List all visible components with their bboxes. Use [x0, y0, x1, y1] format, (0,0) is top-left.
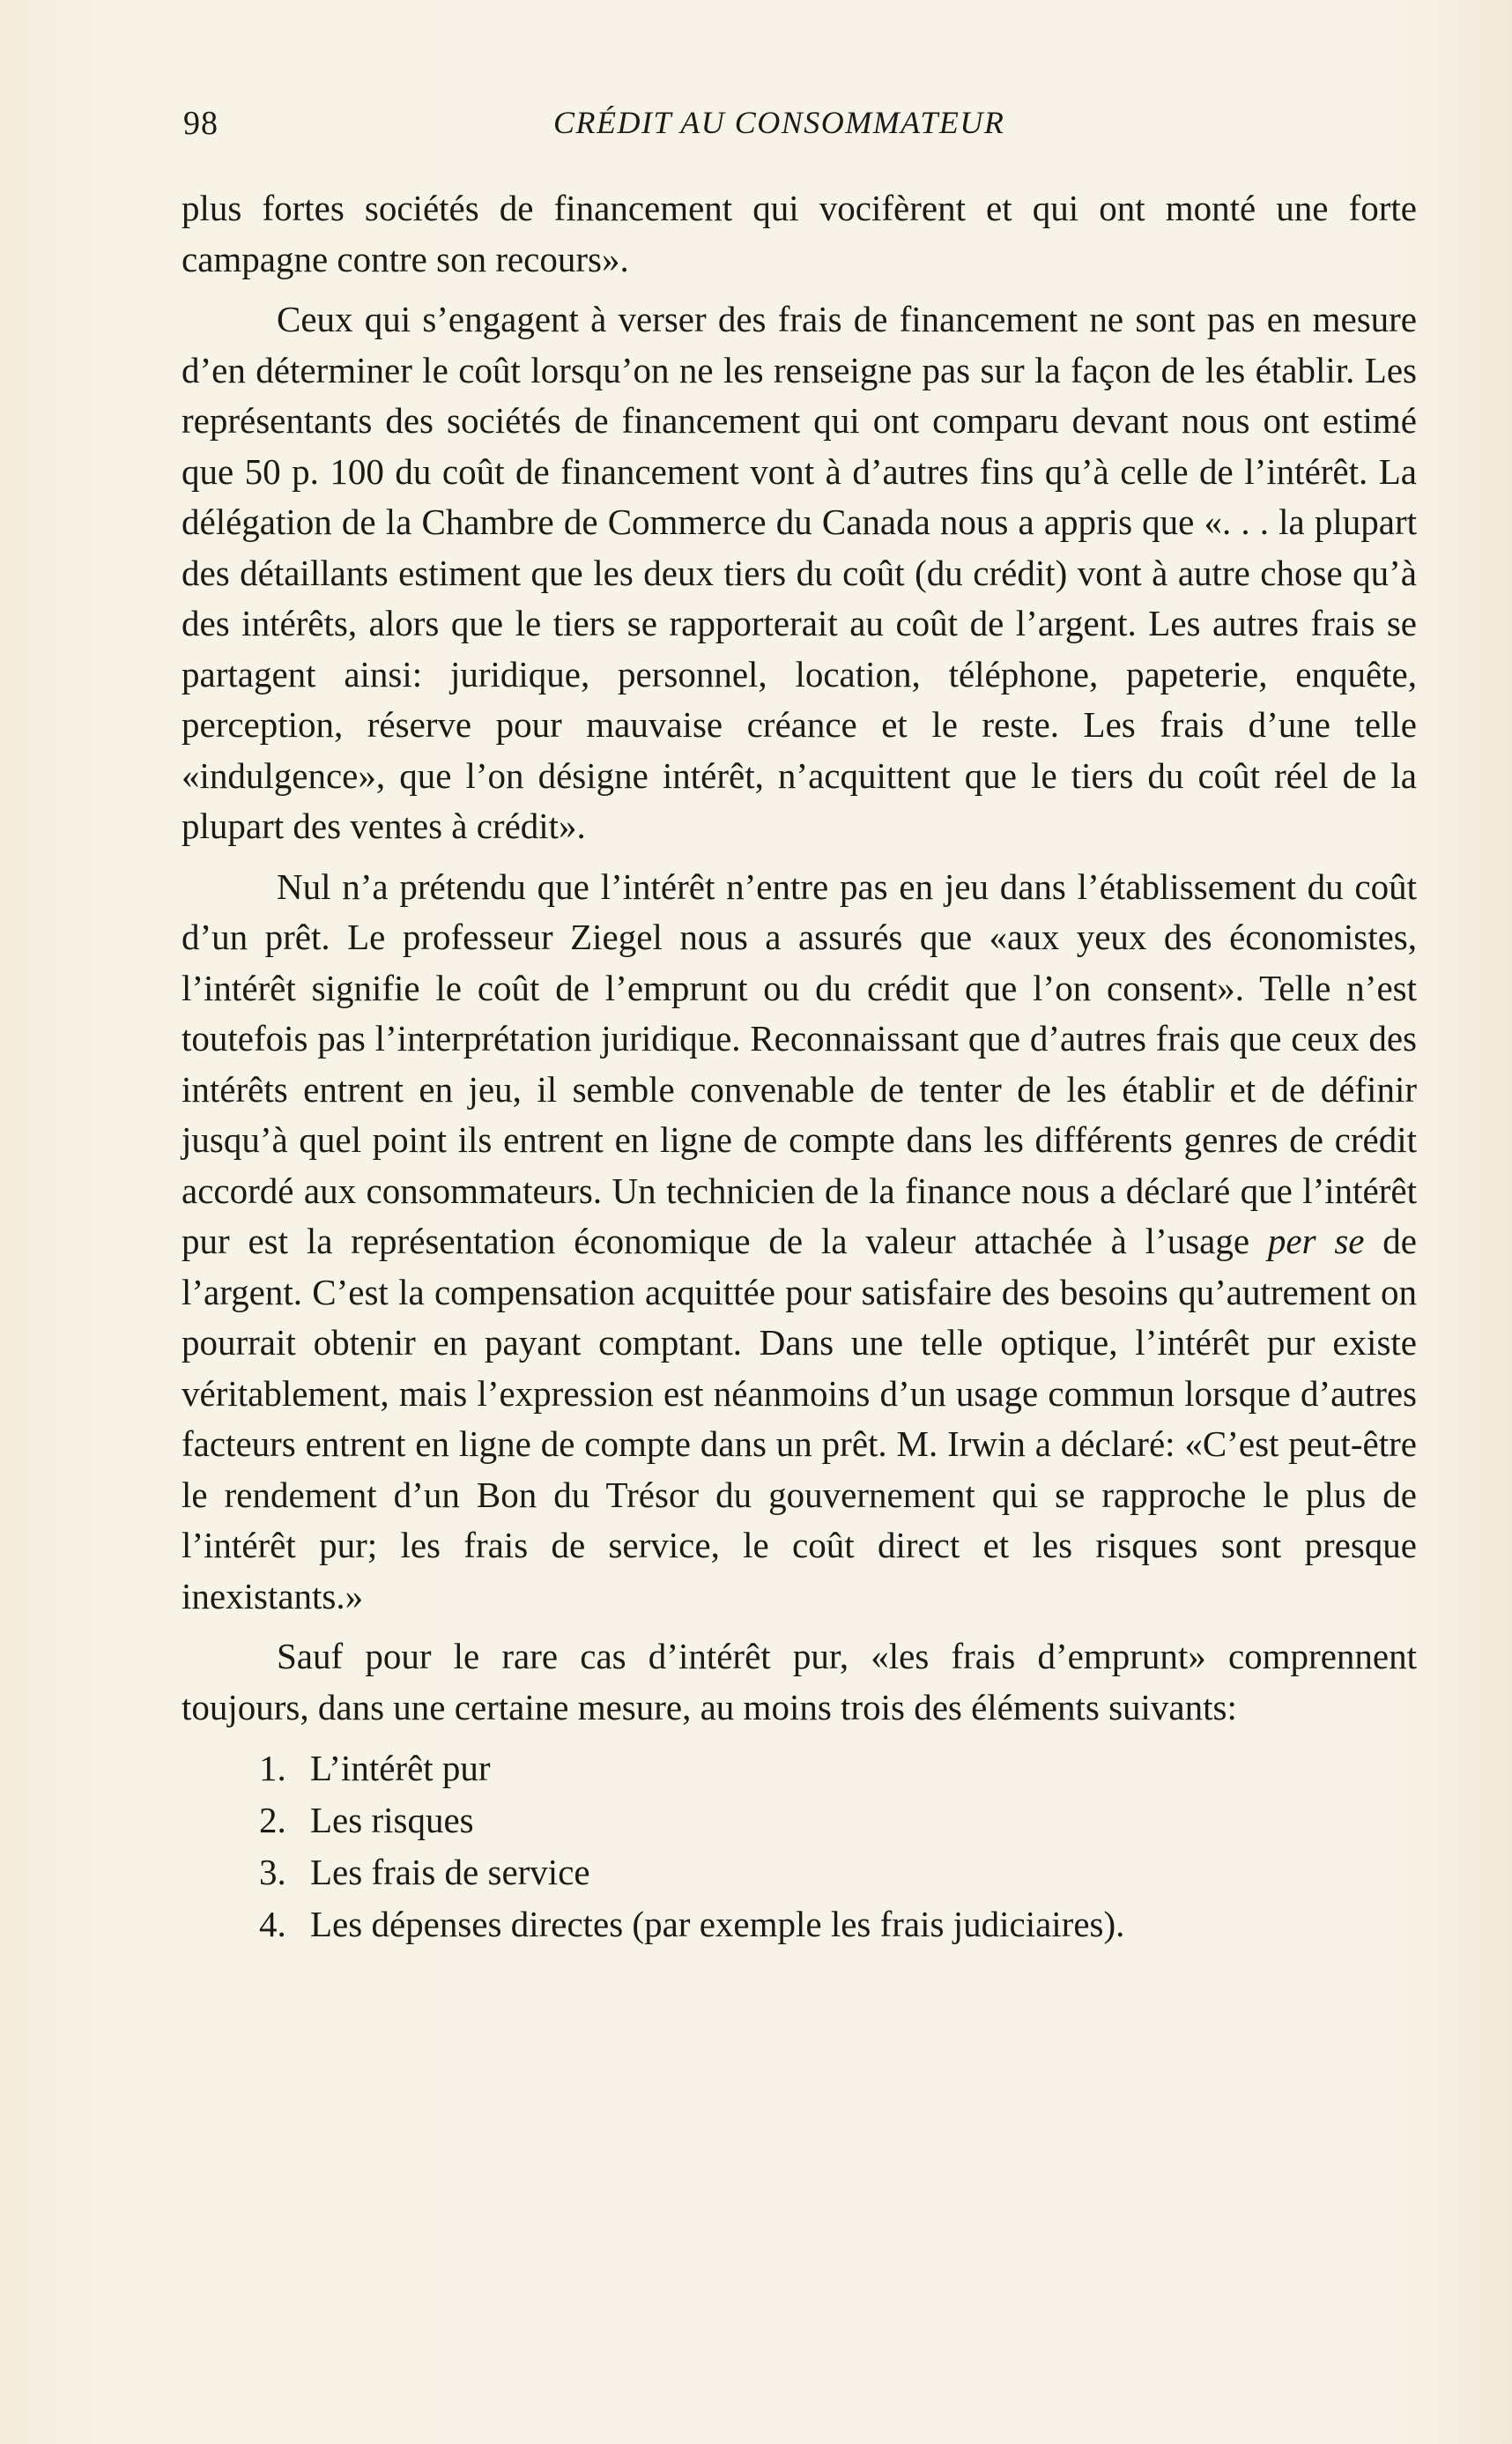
paragraph-continuation: plus fortes sociétés de financement qui vocifèrent et qui ont monté une forte campagne contre son recours». [182, 188, 1417, 279]
list-item-number: 2. [259, 1800, 286, 1840]
running-head: CRÉDIT AU CONSOMMATEUR [553, 105, 1005, 140]
list-item-number: 3. [259, 1852, 286, 1892]
list-item [182, 1898, 1417, 1950]
body-text [182, 183, 1417, 1950]
paragraph-pure-interest-part1: Nul n’a prétendu que l’intérêt n’entre pas en jeu dans l’établissement du coût d’un prêt. Le professeur Ziegel nous a assurés que «aux yeux des économistes, l’intérêt signifie le coût de l’emprunt ou du crédit que l’on consent». Telle n’est toutefois pas l’interprétation juridique. Reconnaissant que d’autres frais que ceux des intérêts entrent en jeu, il semble convenable de tenter de les établir et de définir jusqu’à quel point ils entrent en ligne de compte dans les différents genres de crédit accordé aux consommateurs. Un technicien de la finance nous a déclaré que l’intérêt pur est la représentation économique de la valeur attachée à l’usage [182, 865, 1417, 1261]
page-header [183, 104, 1417, 157]
list-item [182, 1742, 1417, 1794]
list-item [182, 1846, 1417, 1898]
list-item-text: L’intérêt pur [310, 1748, 491, 1788]
list-item-number: 1. [259, 1748, 286, 1788]
list-item-text: Les dépenses directes (par exemple les frais judiciaires). [310, 1904, 1125, 1944]
paragraph-pure-interest-part2: de l’argent. C’est la compensation acquittée pour satisfaire des besoins qu’autrement on pourrait obtenir en payant comptant. Dans une telle optique, l’intérêt pur existe véritablement, mais l’expression est néanmoins d’un usage commun lorsque d’autres facteurs entrent en ligne de compte dans un prêt. M. Irwin a déclaré: «C’est peut-être le rendement d’un Bon du Trésor du gouvernement qui se rapproche le plus de l’intérêt pur; les frais de service, le coût direct et les risques sont presque inexistants.» [182, 1221, 1418, 1616]
paragraph-financing-costs: Ceux qui s’engagent à verser des frais de financement ne sont pas en mesure d’en déterminer le coût lorsqu’on ne les renseigne pas sur la façon de les établir. Les représentants des sociétés de financement qui ont comparu devant nous ont estimé que 50 p. 100 du coût de financement vont à d’autres fins qu’à celle de l’intérêt. La délégation de la Chambre de Commerce du Canada nous a appris que «. . . la plupart des détaillants estiment que les deux tiers du coût (du crédit) vont à autre chose qu’à des intérêts, alors que le tiers se rapporterait au coût de l’argent. Les autres frais se partagent ainsi: juridique, personnel, location, téléphone, papeterie, enquête, perception, réserve pour mauvaise créance et le reste. Les frais d’une telle «indulgence», que l’on désigne intérêt, n’acquittent que le tiers du coût réel de la plupart des ventes à crédit». [182, 299, 1417, 846]
list-item [182, 1794, 1417, 1846]
paragraph-borrowing-costs: Sauf pour le rare cas d’intérêt pur, «les frais d’emprunt» comprennent toujours, dans une certaine mesure, au moins trois des éléments suivants: [182, 1636, 1417, 1727]
latin-phrase: per se [1267, 1221, 1365, 1261]
list-item-number: 4. [259, 1904, 286, 1944]
paragraph-pure-interest [182, 862, 1417, 1623]
page-number: 98 [183, 105, 219, 142]
elements-list [182, 1742, 1417, 1950]
list-item-text: Les frais de service [310, 1852, 590, 1892]
list-item-text: Les risques [310, 1800, 474, 1840]
